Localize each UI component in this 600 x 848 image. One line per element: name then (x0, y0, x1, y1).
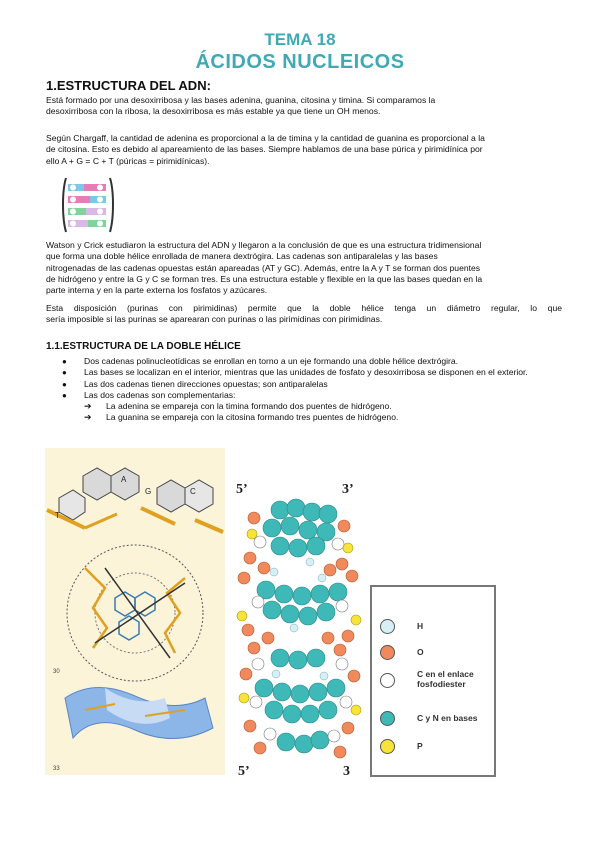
paragraph-disposicion (46, 303, 562, 326)
label-3-prime-bottom: 3 (343, 764, 350, 779)
label-a: A (121, 475, 127, 484)
bullet-icon: ● (62, 368, 67, 378)
paragraph-chargaff (46, 133, 562, 167)
text-line: Watson y Crick estudiaron la estructura del ADN y llegaron a la conclusión de que es una estructura tridimensional (46, 240, 482, 250)
hydrogen-atom-icon (380, 619, 395, 634)
label-t: T (55, 511, 60, 520)
section-heading-doble-helice: 1.1.ESTRUCTURA DE LA DOBLE HÉLICE (46, 341, 241, 352)
list-item (46, 379, 562, 390)
text-line: nitrogenadas de las cadenas opuestas están apareadas (AT y GC). Además, entre la A y T se forman dos puentes (46, 262, 481, 273)
base-pairing-image (58, 176, 118, 234)
bullet-icon: ● (62, 357, 67, 366)
legend-label: P (417, 741, 423, 751)
list-item-text: Dos cadenas polinucleotídicas se enrollan en torno a un eje formando una doble hélice dextrógira. (84, 356, 459, 366)
double-helix-diagram-left (45, 448, 225, 775)
phosphorus-atom-icon (380, 739, 395, 754)
legend-label: H (417, 621, 424, 631)
list-item-text: Las dos cadenas tienen direcciones opuestas; son antiparalelas (84, 378, 328, 389)
legend-label: C y N en bases (417, 713, 478, 723)
list-item-text: Las bases se localizan en el interior, mientras que las unidades de fosfato y desoxirribosa se disponen en el exterior. (84, 367, 528, 378)
text-line: sería imposible si las purinas se aparearan con purinas o las pirimidinas con pirimidinas. (46, 314, 383, 325)
text-line: desoxirribosa con la ribosa, la desoxirribosa es más estable ya que tiene un OH menos. (46, 106, 381, 117)
list-item (46, 390, 562, 424)
text-line: de citosina. Esto es debido al apareamiento de las bases. Siempre hablamos de una base púrica y pirimidínica por (46, 144, 483, 155)
label-5-prime-bottom: 5’ (238, 764, 250, 779)
text-line: Esta disposición (purinas con pirimidinas) permite que la doble hélice tenga un diámetro regular, lo que (46, 303, 562, 313)
text-line: de hidrógeno y entre la G y C se forman tres. Es una estructura estable y flexible en la que las bases quedan en la (46, 273, 483, 284)
carbon-nitrogen-atom-icon (380, 711, 395, 726)
paragraph-watson-crick (46, 240, 562, 296)
arrow-right-icon: ➔ (84, 412, 92, 423)
label-5-prime-top: 5’ (236, 482, 248, 497)
text-line: parte interna y en la parte externa los fosfatos y azúcares. (46, 285, 268, 296)
sub-list-item (84, 412, 562, 423)
sub-list-item (84, 401, 562, 412)
carbon-phosphodiester-atom-icon (380, 673, 395, 688)
oxygen-atom-icon (380, 645, 395, 660)
figure-number-30: 30 (53, 669, 60, 675)
double-helix-drawing (45, 448, 225, 775)
text-line: Está formado por una desoxirribosa y las bases adenina, guanina, citosina y timina. Si comparamos la (46, 95, 436, 105)
section-heading-estructura-adn: 1.ESTRUCTURA DEL ADN: (46, 78, 211, 93)
sub-list-item-text: La guanina se empareja con la citosina formando tres puentes de hidrógeno. (106, 412, 399, 423)
paragraph-desoxirribosa (46, 95, 562, 118)
list-item (46, 367, 562, 378)
label-3-prime-top: 3’ (342, 482, 354, 497)
legend-label: C en el enlace fosfodiester (417, 669, 474, 689)
atom-legend (370, 585, 496, 777)
arrow-right-icon: ➔ (84, 401, 92, 412)
figure-number-33: 33 (53, 766, 60, 772)
legend-label: O (417, 647, 424, 657)
list-item-text: Las dos cadenas son complementarias: (84, 389, 236, 400)
bullet-list (46, 356, 562, 424)
tema-number: TEMA 18 (264, 30, 336, 49)
sub-bullet-list (84, 401, 562, 424)
sub-list-item-text: La adenina se empareja con la timina formando dos puentes de hidrógeno. (106, 401, 392, 412)
space-filling-dna-model (230, 498, 370, 764)
list-item (46, 356, 562, 367)
bullet-icon: ● (62, 390, 67, 400)
label-g: G (145, 487, 152, 496)
page-title: ÁCIDOS NUCLEICOS (195, 51, 405, 73)
text-line: Según Chargaff, la cantidad de adenina es proporcional a la de timina y la cantidad de guanina es proporcional a la (46, 133, 485, 143)
bullet-icon: ● (62, 379, 67, 389)
text-line: que forma una doble hélice enrollada de manera dextrógira. Las cadenas son antiparalelas y las bases (46, 251, 438, 262)
text-line: ello A + G = C + T (púricas = pirimidínicas). (46, 155, 210, 166)
label-c: C (190, 487, 196, 496)
